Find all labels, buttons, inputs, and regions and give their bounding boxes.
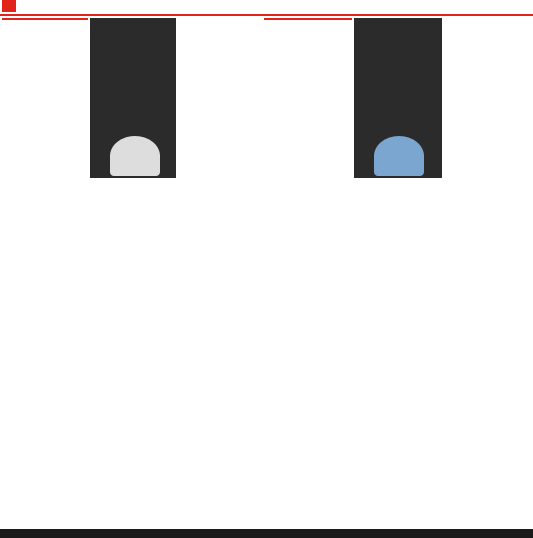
top-bar [0,0,533,16]
team-germany-label [2,18,88,20]
player-photo [374,136,424,176]
player-photo [110,136,160,176]
page-number [2,0,16,12]
germany-intro [2,18,88,194]
argentina-best-player [354,18,442,178]
argentina-intro [264,18,352,194]
team-argentina-label [264,18,352,20]
referee-footer [0,529,533,538]
germany-best-player [90,18,176,178]
